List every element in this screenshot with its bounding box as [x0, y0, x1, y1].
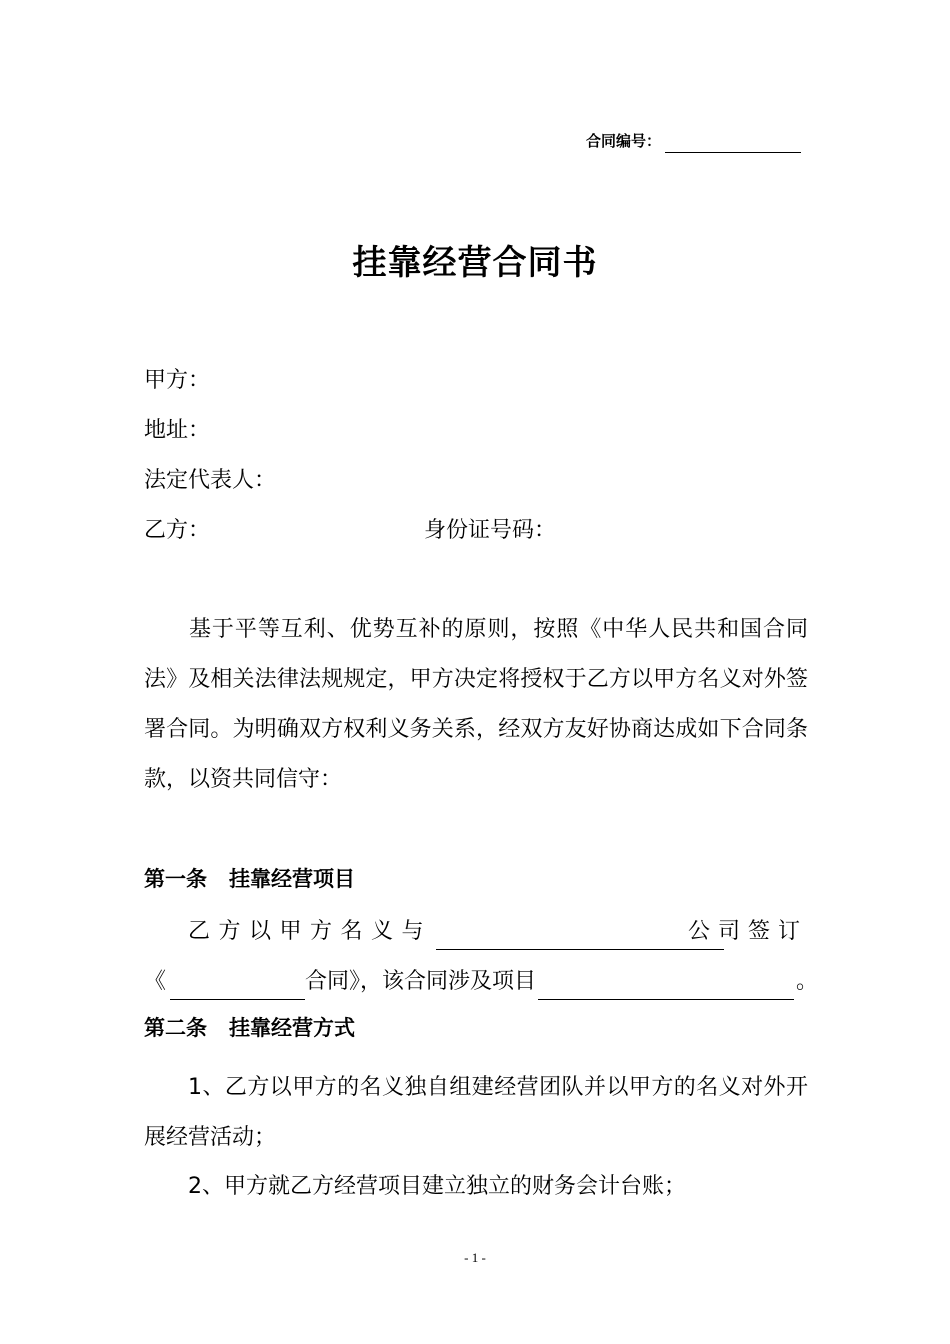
intro-text: 基于平等互利、优势互补的原则，按照《中华人民共和国合同法》及相关法律法规规定，甲方决定将授权于乙方以甲方名义对外签署合同。为明确双方权利义务关系，经双方友好协商达成如下合同条款，以资共同信守： — [144, 617, 808, 792]
article-2-heading — [144, 1013, 355, 1043]
intro-paragraph — [144, 605, 808, 805]
party-a-label: 甲方： — [144, 368, 211, 393]
article-1-number: 第一条 — [144, 867, 207, 891]
contract-number-blank[interactable] — [665, 126, 801, 153]
party-b-label: 乙方： — [144, 518, 211, 543]
contract-number-field — [586, 126, 801, 153]
article-2-number: 第二条 — [144, 1016, 207, 1040]
article-1-line-2 — [144, 964, 818, 1000]
article-2-title: 挂靠经营方式 — [229, 1016, 355, 1040]
article-1-line-1 — [188, 914, 808, 950]
address-label: 地址： — [144, 418, 211, 443]
article-1-title: 挂靠经营项目 — [229, 867, 355, 891]
contract-number-label: 合同编号： — [586, 132, 662, 150]
article-1-line-1-suffix: 公司签订 — [687, 919, 808, 944]
article-1-line-2-open: 《 — [144, 969, 167, 994]
article-2-item-1 — [144, 1063, 808, 1163]
legal-representative-label: 法定代表人： — [144, 468, 277, 493]
article-1-line-1-prefix: 乙方以甲方名义与 — [188, 919, 433, 944]
article-2-item-2 — [144, 1162, 808, 1212]
article-1-line-2-mid: 合同》，该合同涉及项目 — [305, 969, 537, 994]
project-name-blank[interactable] — [538, 965, 794, 1000]
id-number-label: 身份证号码： — [424, 518, 557, 543]
page-number: - 1 - — [464, 1250, 486, 1265]
company-name-blank[interactable] — [436, 915, 724, 950]
contract-name-blank[interactable] — [170, 965, 305, 1000]
document-title: 挂靠经营合同书 — [352, 243, 598, 283]
article-2-item-1-text: 1、乙方以甲方的名义独自组建经营团队并以甲方的名义对外开展经营活动； — [144, 1075, 808, 1150]
article-1-heading — [144, 864, 355, 894]
article-2-item-2-text: 2、甲方就乙方经营项目建立独立的财务会计台账； — [188, 1174, 686, 1199]
article-1-line-2-end: 。 — [796, 969, 819, 994]
